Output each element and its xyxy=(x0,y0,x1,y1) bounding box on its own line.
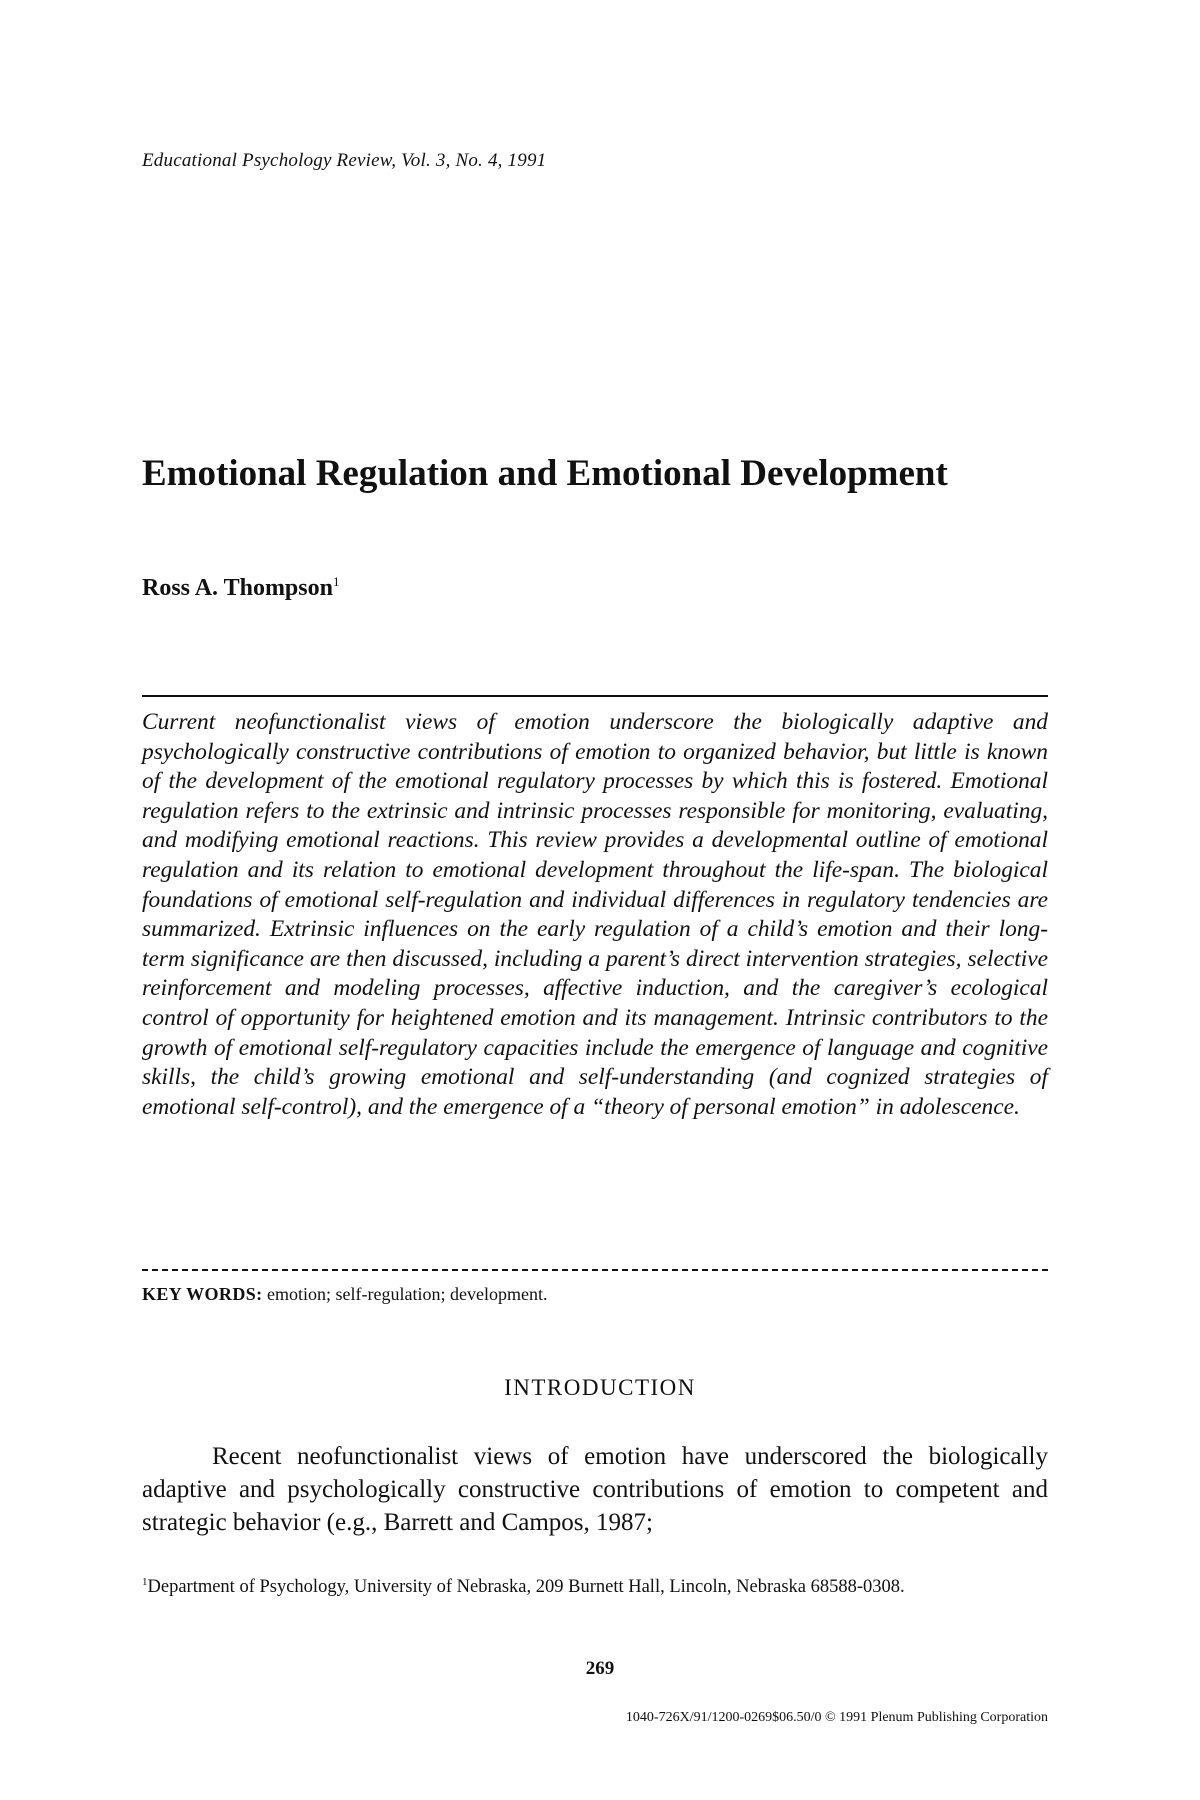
author-line xyxy=(142,574,339,602)
abstract-bottom-rule xyxy=(142,1269,1048,1271)
keywords-label: KEY WORDS: xyxy=(142,1284,263,1304)
copyright-line: 1040-726X/91/1200-0269$06.50/0 © 1991 Plenum Publishing Corporation xyxy=(625,1710,1048,1725)
author-name: Ross A. Thompson xyxy=(142,575,333,601)
abstract: Current neofunctionalist views of emotion underscore the biologically adaptive and psychologically constructive contributions of emotion to organized behavior, but little is known of the development of the emotional regulatory processes by which this is fostered. Emotional regulation refers to the extrinsic and intrinsic processes responsible for monitoring, evaluating, and modifying emotional reactions. This review provides a developmental outline of emotional regulation and its relation to emotional development throughout the life-span. The biological foundations of emotional self-regulation and individual differences in regulatory tendencies are summarized. Extrinsic influences on the early regulation of a child’s emotion and their long-term significance are then discussed, including a parent’s direct intervention strategies, selective reinforcement and modeling processes, affective induction, and the caregiver’s ecological control of opportunity for heightened emotion and its management. Intrinsic contributors to the growth of emotional self-regulatory capacities include the emergence of language and cognitive skills, the child’s growing emotional and self-understanding (and cognized strategies of emotional self-control), and the emergence of a “theory of personal emotion” in adolescence. xyxy=(142,709,1048,1120)
keywords-list: emotion; self-regulation; development. xyxy=(267,1284,548,1304)
body-paragraph: Recent neofunctionalist views of emotion have underscored the biologically adaptive and psychologically constructive contributions of emotion to competent and strategic behavior (e.g., Barrett and Campos, 1987; xyxy=(142,1443,1048,1536)
abstract-top-rule xyxy=(142,695,1048,697)
page-number: 269 xyxy=(585,1658,615,1679)
keywords-line xyxy=(142,1284,547,1305)
section-heading: INTRODUCTION xyxy=(504,1375,696,1400)
footnote-text: Department of Psychology, University of Nebraska, 209 Burnett Hall, Lincoln, Nebraska 68588-0308. xyxy=(147,1577,905,1598)
footnote xyxy=(142,1570,1048,1600)
journal-citation: Educational Psychology Review, Vol. 3, No. 4, 1991 xyxy=(142,150,547,171)
author-footnote-marker: 1 xyxy=(332,574,340,589)
footnote-marker: 1 xyxy=(142,1576,148,1588)
article-title: Emotional Regulation and Emotional Development xyxy=(142,453,948,494)
